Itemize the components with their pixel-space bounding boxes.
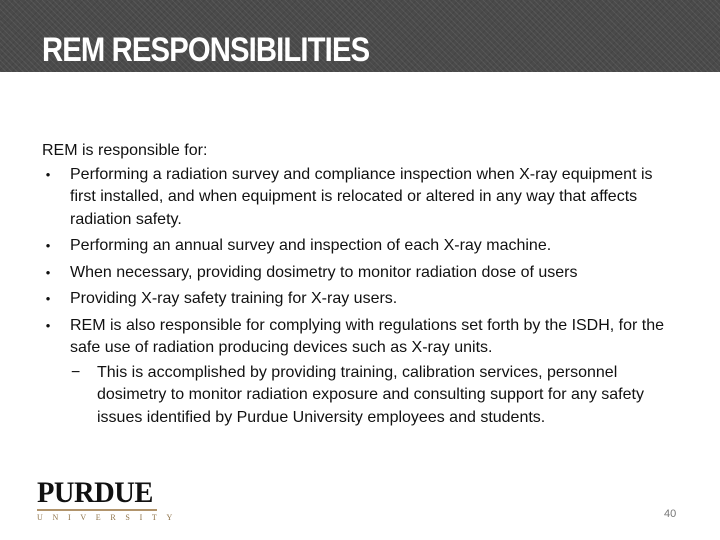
sub-bullet-marker: −	[71, 363, 81, 381]
bullet-marker: •	[45, 291, 51, 306]
bullet-marker: •	[45, 317, 51, 333]
logo-subtext: UNIVERSITY	[37, 513, 182, 522]
intro-text: REM is responsible for:	[42, 142, 208, 159]
sub-bullet-item	[70, 362, 682, 430]
bullet-item	[42, 235, 682, 258]
logo-wordmark: PURDUE	[37, 476, 153, 509]
bullet-text: REM is also responsible for complying with regulations set forth by the ISDH, for the safe use of radiation producing devices such as X-ray units.	[70, 316, 665, 356]
sub-bullet-text: This is accomplished by providing training, calibration services, personnel dosimetry to monitor radiation exposure and consulting support for any safety issues identified by Purdue University employees and students.	[97, 363, 644, 426]
bullet-item	[42, 262, 682, 285]
bullet-text: Providing X-ray safety training for X-ray users.	[70, 290, 398, 307]
page-number: 40	[664, 508, 677, 520]
bullet-text: Performing an annual survey and inspection of each X-ray machine.	[70, 237, 552, 254]
bullet-item	[42, 164, 682, 232]
bullet-item	[42, 315, 682, 430]
bullet-text: Performing a radiation survey and compliance inspection when X-ray equipment is first installed, and when equipment is relocated or altered in any way that affects radiation safety.	[70, 165, 653, 228]
title-bar	[0, 0, 720, 72]
bullet-marker: •	[45, 166, 51, 182]
slide-title: REM RESPONSIBILITIES	[42, 31, 370, 69]
slide-body	[42, 140, 682, 433]
bullet-marker: •	[45, 238, 51, 253]
sub-bullet-list	[70, 362, 682, 430]
logo-rule	[37, 509, 157, 511]
bullet-text: When necessary, providing dosimetry to monitor radiation dose of users	[70, 263, 578, 281]
bullet-list	[42, 164, 682, 430]
bullet-marker: •	[45, 264, 51, 280]
bullet-item	[42, 288, 682, 311]
purdue-logo	[37, 476, 182, 522]
